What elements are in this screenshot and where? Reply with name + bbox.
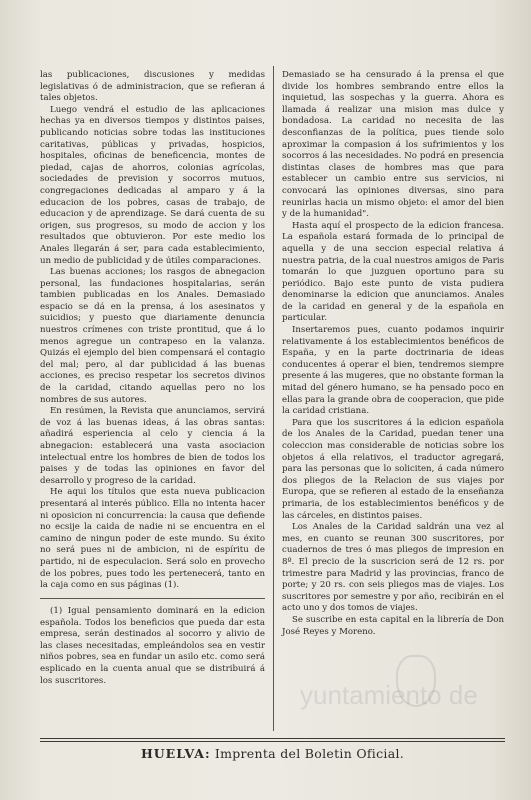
paragraph: Luego vendrá el estudio de las aplicaciones hechas ya en diversos tiempos y distintos paises, publicando noticias sobre todas las instituciones caritativas, públicas y privadas, hospicios, hospitales, oficinas de beneficencia, montes de piedad, cajas de ahorros, colonias agrícolas, sociedades de prevision y socorros mutuos, congregaciones dedicadas al amparo y á la educacion de los pobres, casas de trabajo, de educacion y de aprendizage. Se dará cuenta de su origen, sus progresos, su modo de accion y los resultados que obtuvieron. Por este medio los Anales llegarán á ser, para cada establecimiento, un medio de publicidad y de útiles comparaciones. <box>40 104 265 266</box>
footnote <box>40 606 265 687</box>
imprint-city: HUELVA: <box>140 746 211 761</box>
imprint <box>40 746 505 761</box>
paragraph: Demasiado se ha censurado á la prensa el que divide los hombres sembrando entre ellos la inquietud, las sospechas y la guerra. Ahora es llamada á realizar una mision mas dulce y bondadosa. La caridad no necesita de las desconfianzas de la política, pues tiende solo aproximar la compasion á los sufrimientos y los socorros á las necesidades. No podrá en presencia distintas clases de hombres mas que para establecer un cambio entre sus servicios, ni convocará las opiniones diversas, sino para reunirlas hacia un mismo objeto: el amor del bien y de la humanidad". <box>282 70 504 220</box>
left-column <box>40 70 265 592</box>
paragraph: En resúmen, la Revista que anunciamos, servirá de voz á las buenas ideas, á las obras santas: añadirá esperiencia al celo y ciencia á la abnegacion: establecerá una vasta asociacion intelectual entre los hombres de bien de todos los paises y de todas las opiniones en favor del desarrollo y progreso de la caridad. <box>40 406 265 486</box>
right-column <box>282 70 504 638</box>
paragraph: Hasta aquí el prospecto de la edicion francesa. La española estará formada de lo principal de aquella y de una seccion especial relativa á nuestra patria, de la cual nuestros amigos de Paris tomarán lo que juzguen oportuno para su periódico. Bajo este punto de vista pudiera denominarse la edicion que anunciamos. Anales de la caridad en general y de la española en particular. <box>282 220 504 324</box>
paragraph: Los Anales de la Caridad saldrán una vez al mes, en cuanto se reunan 300 suscritores, por cuadernos de tres ó mas pliegos de impresion en 8º. El precio de la suscricion será de 12 rs. por trimestre para Madrid y las provincias, franco de porte; y 20 rs. con seis pliegos mas de viajes. Los suscritores por semestre y por año, recibirán en el acto uno y dos tomos de viajes. <box>282 522 504 614</box>
watermark: yuntamiento de <box>300 680 478 710</box>
imprint-press: Imprenta del Boletin Oficial. <box>214 746 405 761</box>
paragraph: Para que los suscritores á la edicion española de los Anales de la Caridad, puedan tener una coleccion mas considerable de noticias sobre los objetos á ella relativos, el traductor agregará, para las personas que lo soliciten, á cada número dos pliegos de la Relacion de sus viajes por Europa, que se refieren al estado de la enseñanza primaria, de los establecimientos benéficos y de las cárceles, en distintos paises. <box>282 417 504 521</box>
footnote-divider <box>40 598 265 599</box>
paragraph: las publicaciones, discusiones y medidas legislativas ó de administracion, que se refieran á tales objetos. <box>40 70 265 104</box>
imprint-rule <box>40 738 505 742</box>
paragraph: He aqui los títulos que esta nueva publicacion presentará al interés público. Ella no intenta hacer ni oposicion ni concurrencia: la causa que defiende no ecsije la caida de nadie ni se encuentra en el camino de ningun poder de este mundo. Su éxito no será pues ni de ambicion, ni de espíritu de partido, ni de especulacion. Será solo en provecho de los pobres, pues todo les pertenecerá, tanto en la caja como en sus páginas (1). <box>40 487 265 591</box>
column-divider <box>273 66 274 731</box>
paragraph: Las buenas acciones; los rasgos de abnegacion personal, las fundaciones hospitalarias, serán tambien publicadas en los Anales. Demasiado espacio se dá en la prensa, á los asesinatos y suicidios; y puesto que diariamente denuncia nuestros crímenes con triste prontitud, que á lo menos agregue un contrapeso en la valanza. Quizás el ejemplo del bien compensará el contagio del mal; pero, al dar publicidad á las buenas acciones, es preciso respetar los secretos divinos de la caridad, citando aquellas pero no los nombres de sus autores. <box>40 267 265 405</box>
footnote-text: (1) Igual pensamiento dominará en la edicion española. Todos los beneficios que pueda dar esta empresa, serán destinados al socorro y alivio de las clases necesitadas, empleándolos sea en vestir niños pobres, sea en fundar un asilo etc. como será esplicado en la cuenta anual que se distribuirá á los suscritores. <box>40 606 265 686</box>
paragraph: Se suscribe en esta capital en la librería de Don José Reyes y Moreno. <box>282 614 504 637</box>
paragraph: Insertaremos pues, cuanto podamos inquirir relativamente á los establecimientos benéficos de España, y en la parte doctrinaria de ideas conducentes á operar el bien, tendremos siempre presente á las mugeres, que no obstante forman la mitad del género humano, se ha pensado poco en ellas para la grande obra de cooperacion, que pide la caridad cristiana. <box>282 325 504 417</box>
